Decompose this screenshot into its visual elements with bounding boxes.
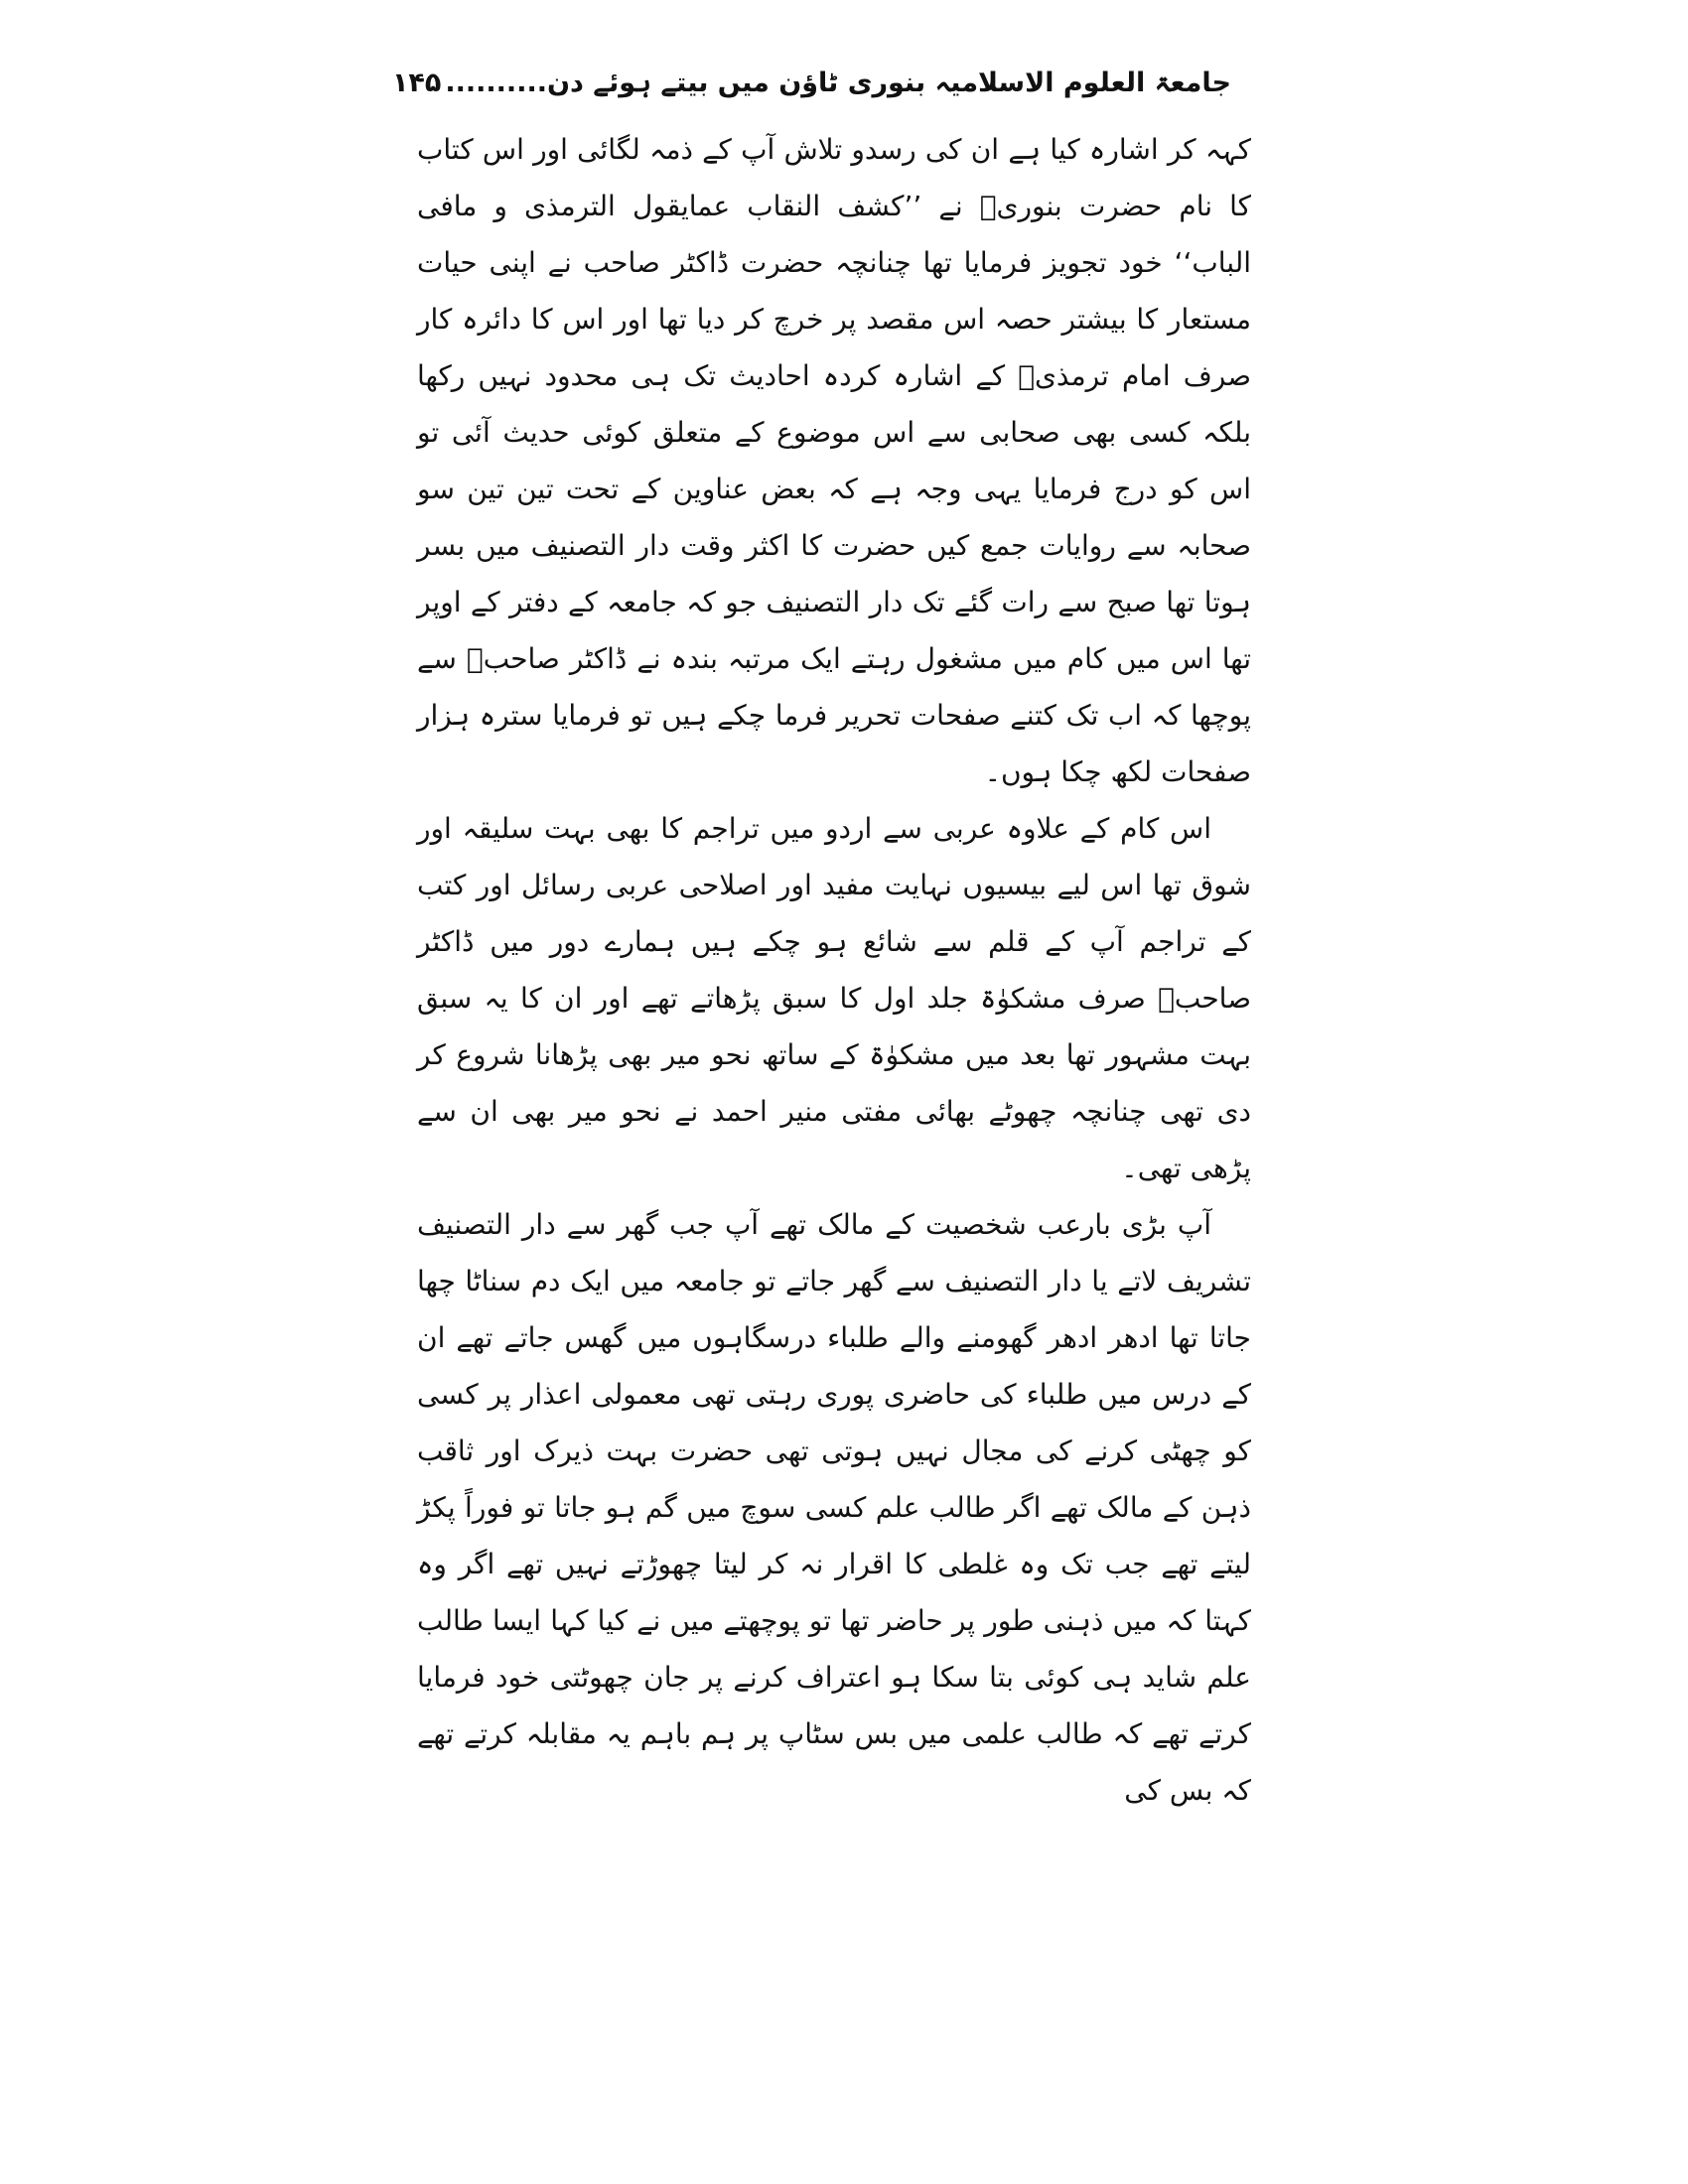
body-text (417, 121, 1251, 1807)
paragraph: آپ بڑی بارعب شخصیت کے مالک تھے آپ جب گھر سے دار التصنیف تشریف لاتے یا دار التصنیف سے گھر جاتے تو جامعہ میں ایک دم سناٹا چھا جاتا تھا ادھر ادھر گھومنے والے طلباء درسگاہوں میں گھس جاتے تھے ان کے درس میں طلباء کی حاضری پوری رہتی تھی معمولی اعذار پر کسی کو چھٹی کرنے کی مجال نہیں ہوتی تھی حضرت بہت ذیرک اور ثاقب ذہن کے مالک تھے اگر طالب علم کسی سوچ میں گم ہو جاتا تو فوراً پکڑ لیتے تھے جب تک وہ غلطی کا اقرار نہ کر لیتا چھوڑتے نہیں تھے اگر وہ کہتا کہ میں ذہنی طور پر حاضر تھا تو پوچھتے میں نے کیا کہا ایسا طالب علم شاید ہی کوئی بتا سکا ہو اعتراف کرنے پر جان چھوٹتی خود فرمایا کرتے تھے کہ طالب علمی میں بس سٹاپ پر ہم باہم یہ مقابلہ کرتے تھے کہ بس کی (417, 1208, 1251, 1807)
paragraph: اس کام کے علاوہ عربی سے اردو میں تراجم کا بھی بہت سلیقہ اور شوق تھا اس لیے بیسیوں نہایت مفید اور اصلاحی عربی رسائل اور کتب کے تراجم آپ کے قلم سے شائع ہو چکے ہیں ہمارے دور میں ڈاکٹر صاحبؒ صرف مشکوٰۃ جلد اول کا سبق پڑھاتے تھے اور ان کا یہ سبق بہت مشہور تھا بعد میں مشکوٰۃ کے ساتھ نحو میر بھی پڑھانا شروع کر دی تھی چنانچہ چھوٹے بھائی مفتی منیر احمد نے نحو میر بھی ان سے پڑھی تھی۔ (417, 812, 1251, 1184)
running-header (391, 58, 1231, 109)
running-header-title: جامعۃ العلوم الاسلامیہ بنوری ٹاؤن میں بیتے ہوئے دن.......... (445, 68, 1231, 98)
paragraph: کہہ کر اشارہ کیا ہے ان کی رسدو تلاش آپ کے ذمہ لگائی اور اس کتاب کا نام حضرت بنوریؒ نے ’’کشف النقاب عمایقول الترمذی و مافی الباب‘‘ خود تجویز فرمایا تھا چنانچہ حضرت ڈاکٹر صاحب نے اپنی حیات مستعار کا بیشتر حصہ اس مقصد پر خرچ کر دیا تھا اور اس کا دائرہ کار صرف امام ترمذیؒ کے اشارہ کردہ احادیث تک ہی محدود نہیں رکھا بلکہ کسی بھی صحابی سے اس موضوع کے متعلق کوئی حدیث آئی تو اس کو درج فرمایا یہی وجہ ہے کہ بعض عناوین کے تحت تین تین سو صحابہ سے روایات جمع کیں حضرت کا اکثر وقت دار التصنیف میں بسر ہوتا تھا صبح سے رات گئے تک دار التصنیف جو کہ جامعہ کے دفتر کے اوپر تھا اس میں کام میں مشغول رہتے ایک مرتبہ بندہ نے ڈاکٹر صاحبؒ سے پوچھا کہ اب تک کتنے صفحات تحریر فرما چکے ہیں تو فرمایا سترہ ہزار صفحات لکھ چکا ہوں۔ (417, 133, 1251, 788)
page-number: ۱۴۵ (391, 68, 442, 98)
